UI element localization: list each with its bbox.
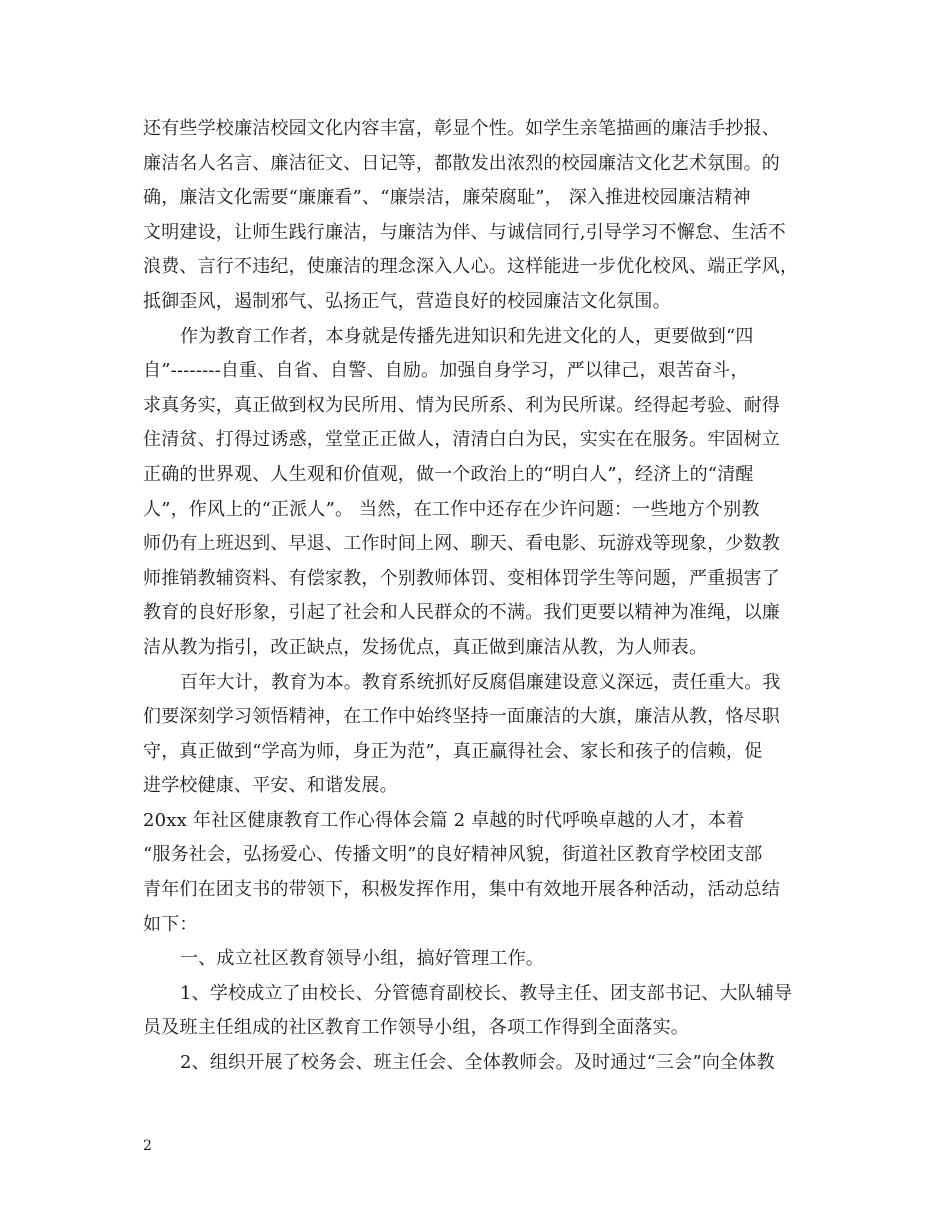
- text-line: 师推销教辅资料、有偿家教，个别教师体罚、变相体罚学生等问题，严重损害了: [143, 567, 780, 589]
- text-line: 自”--------自重、自省、自警、自励。加强自身学习，严以律己，艰苦奋斗，: [143, 360, 749, 382]
- text-line: 抵御歪风，遏制邪气、弘扬正气，营造良好的校园廉洁文化氛围。: [143, 290, 671, 312]
- text-line: 确，廉洁文化需要“廉廉看”、“廉崇洁，廉荣腐耻”， 深入推进校园廉洁精神: [143, 187, 751, 209]
- text-line: 百年大计，教育为本。教育系统抓好反腐倡廉建设意义深远，责任重大。我: [180, 671, 781, 693]
- text-line: 20xx 年社区健康教育工作心得体会篇 2 卓越的时代呼唤卓越的人才，本着: [143, 809, 745, 831]
- text-line: 2、组织开展了校务会、班主任会、全体教师会。及时通过“三会”向全体教: [180, 1052, 775, 1074]
- text-line: 进学校健康、平安、和谐发展。: [143, 775, 398, 797]
- text-line: 还有些学校廉洁校园文化内容丰富，彰显个性。如学生亲笔描画的廉洁手抄报、: [143, 118, 780, 139]
- text-line: 求真务实，真正做到权为民所用、情为民所系、利为民所谋。经得起考验、耐得: [143, 394, 780, 416]
- text-line: 守，真正做到“学高为师，身正为范”，真正赢得社会、家长和孩子的信赖，促: [143, 740, 763, 762]
- text-line: 浪费、言行不违纪，使廉洁的理念深入人心。这样能进一步优化校风、端正学风，: [143, 256, 799, 278]
- text-line: 们要深刻学习领悟精神，在工作中始终坚持一面廉洁的大旗，廉洁从教，恪尽职: [143, 706, 780, 728]
- text-line: 文明建设，让师生践行廉洁，与廉洁为伴、与诚信同行,引导学习不懈怠、生活不: [143, 221, 786, 243]
- text-line: 青年们在团支书的带领下，积极发挥作用，集中有效地开展各种活动，活动总结: [143, 879, 780, 901]
- text-line: 人”，作风上的“正派人”。 当然，在工作中还存在少许问题：一些地方个别教: [143, 498, 760, 520]
- text-line: 教育的良好形象，引起了社会和人民群众的不满。我们更要以精神为准绳，以廉: [143, 602, 780, 624]
- text-line: 1、学校成立了由校长、分管德育副校长、教导主任、团支部书记、大队辅导: [180, 982, 793, 1004]
- document-body: [143, 112, 813, 1081]
- text-line: 师仍有上班迟到、早退、工作时间上网、聊天、看电影、玩游戏等现象，少数教: [143, 533, 780, 555]
- text-line: 如下：: [143, 913, 198, 935]
- text-line: 一、成立社区教育领导小组，搞好管理工作。: [180, 948, 544, 970]
- text-line: 洁从教为指引，改正缺点，发扬优点，真正做到廉洁从教，为人师表。: [143, 636, 708, 658]
- text-line: 住清贫、打得过诱惑，堂堂正正做人，清清白白为民，实实在在服务。牢固树立: [143, 429, 780, 451]
- text-line: 作为教育工作者，本身就是传播先进知识和先进文化的人，更要做到“四: [180, 325, 754, 347]
- text-line: 员及班主任组成的社区教育工作领导小组，各项工作得到全面落实。: [143, 1017, 689, 1039]
- text-line: “服务社会，弘扬爱心、传播文明”的良好精神风貌，街道社区教育学校团支部: [143, 844, 763, 866]
- text-line: 廉洁名人名言、廉洁征文、日记等，都散发出浓烈的校园廉洁文化艺术氛围。的: [143, 152, 780, 174]
- text-line: 正确的世界观、人生观和价值观，做一个政治上的“明白人”，经济上的“清醒: [143, 463, 754, 485]
- page-number: 2: [143, 1138, 152, 1154]
